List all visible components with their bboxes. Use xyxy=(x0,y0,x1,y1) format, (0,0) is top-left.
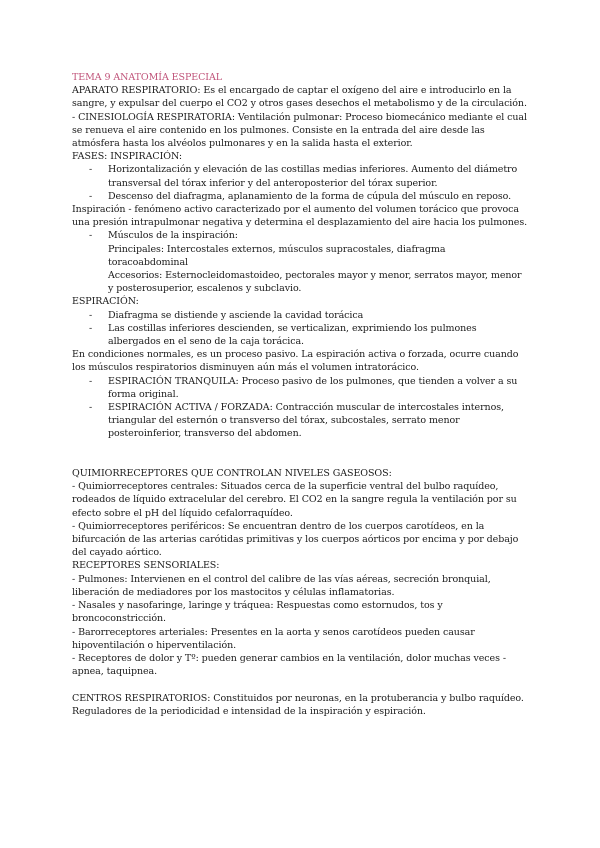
bullet-dash: - xyxy=(89,230,93,242)
inspiracion-paragraph: Inspiración - fenómeno activo caracterizado por el aumento del volumen torácico que provoca una presión intrapulmonar negativa y determina el desplazamiento del aire hacia los pulmones. xyxy=(72,204,528,229)
list-item xyxy=(72,401,528,441)
espiracion-paragraph: En condiciones normales, es un proceso pasivo. La espiración activa o forzada, ocurre cuando los músculos respiratorios disminuyen aún más el volumen intratorácico. xyxy=(72,349,519,374)
list-item xyxy=(72,322,528,348)
musculos-list xyxy=(72,229,528,242)
quimiorreceptores-perifericos: - Quimiorreceptores periféricos: Se encuentran dentro de los cuerpos carotídeos, en la bifurcación de las arterias carótidas primitivas y los cuerpos aórticos por encima y por debajo del cayado aórtico. xyxy=(72,520,519,559)
document-page xyxy=(72,71,528,718)
list-item xyxy=(72,163,528,189)
centros-respiratorios-paragraph: CENTROS RESPIRATORIOS: Constituidos por neuronas, en la protuberancia y bulbo raquídeo. Reguladores de la periodicidad e intensidad de la inspiración y espiración. xyxy=(72,692,524,717)
musculos-accesorios: Accesorios: Esternocleidomastoideo, pectorales mayor y menor, serratos mayor, menor y posterosuperior, escalenos y subclavio. xyxy=(108,270,522,295)
receptores-item: - Pulmones: Intervienen en el control del calibre de las vías aéreas, secreción bronquial, liberación de mediadores por los mastocitos y células inflamatorias. xyxy=(72,573,491,598)
list-item xyxy=(72,229,528,242)
bullet-dash: - xyxy=(89,322,93,334)
document-title: TEMA 9 ANATOMÍA ESPECIAL xyxy=(72,72,222,83)
spacer xyxy=(72,678,528,691)
quimiorreceptores-centrales: - Quimiorreceptores centrales: Situados cerca de la superficie ventral del bulbo raquídeo, rodeados de líquido extracelular del cerebro. El CO2 en la sangre regula la ventilación por su efecto sobre el pH del líquido cefalorraquídeo. xyxy=(72,481,517,519)
list-item-text: Descenso del diafragma, aplanamiento de la forma de cúpula del músculo en reposo. xyxy=(108,190,512,202)
list-item-text: Horizontalización y elevación de las costillas medias inferiores. Aumento del diámetro transversal del tórax inferior y del anteroposterior del tórax superior. xyxy=(108,164,518,189)
bullet-dash: - xyxy=(89,309,93,321)
espiracion-list xyxy=(72,309,528,349)
list-item-text: Diafragma se distiende y asciende la cavidad torácica xyxy=(108,309,364,321)
receptores-item: - Barorreceptores arteriales: Presentes en la aorta y senos carotídeos pueden causar hipoventilación o hiperventilación. xyxy=(72,626,475,651)
receptores-heading: RECEPTORES SENSORIALES: xyxy=(72,560,220,572)
list-item-text: Las costillas inferiores descienden, se verticalizan, exprimiendo los pulmones albergados en el seno de la caja torácica. xyxy=(108,322,477,348)
receptores-item: - Receptores de dolor y Tº: pueden generar cambios en la ventilación, dolor muchas veces - apnea, taquipnea. xyxy=(72,652,506,678)
receptores-item: - Nasales y nasofaringe, laringe y tráquea: Respuestas como estornudos, tos y broncoconstricción. xyxy=(72,600,443,625)
inspiracion-list xyxy=(72,163,528,203)
list-item xyxy=(72,309,528,322)
spacer xyxy=(72,441,528,454)
bullet-dash: - xyxy=(89,402,93,414)
musculos-heading: Músculos de la inspiración: xyxy=(108,230,238,242)
list-item xyxy=(72,375,528,401)
list-item-text: ESPIRACIÓN TRANQUILA: Proceso pasivo de los pulmones, que tienden a volver a su forma original. xyxy=(108,375,518,400)
espiracion-heading: ESPIRACIÓN: xyxy=(72,296,139,308)
bullet-dash: - xyxy=(89,375,93,387)
quimiorreceptores-heading: QUIMIORRECEPTORES QUE CONTROLAN NIVELES GASEOSOS: xyxy=(72,468,392,480)
fases-heading: FASES: INSPIRACIÓN: xyxy=(72,151,182,163)
musculos-principales: Principales: Intercostales externos, músculos supracostales, diafragma toracoabdominal xyxy=(108,243,446,268)
bullet-dash: - xyxy=(89,164,93,176)
spacer xyxy=(72,454,528,467)
cinesiologia-paragraph: - CINESIOLOGÍA RESPIRATORIA: Ventilación pulmonar: Proceso biomecánico mediante el cual se renueva el aire contenido en los pulmones. Consiste en la entrada del aire desde las atmósfera hasta los alvéolos pulmonares y en la salida hasta el exterior. xyxy=(72,111,527,150)
bullet-dash: - xyxy=(89,190,93,202)
list-item xyxy=(72,190,528,203)
espiracion-types-list xyxy=(72,375,528,441)
list-item-text: ESPIRACIÓN ACTIVA / FORZADA: Contracción muscular de intercostales internos, triangular del esternón o transverso del tórax, subcostales, serrato menor posteroinferior, transverso del abdomen. xyxy=(108,402,504,440)
aparato-respiratorio-paragraph: APARATO RESPIRATORIO: Es el encargado de captar el oxígeno del aire e introducirlo en la sangre, y expulsar del cuerpo el CO2 y otros gases desechos el metabolismo y de la circulación. xyxy=(72,85,527,110)
